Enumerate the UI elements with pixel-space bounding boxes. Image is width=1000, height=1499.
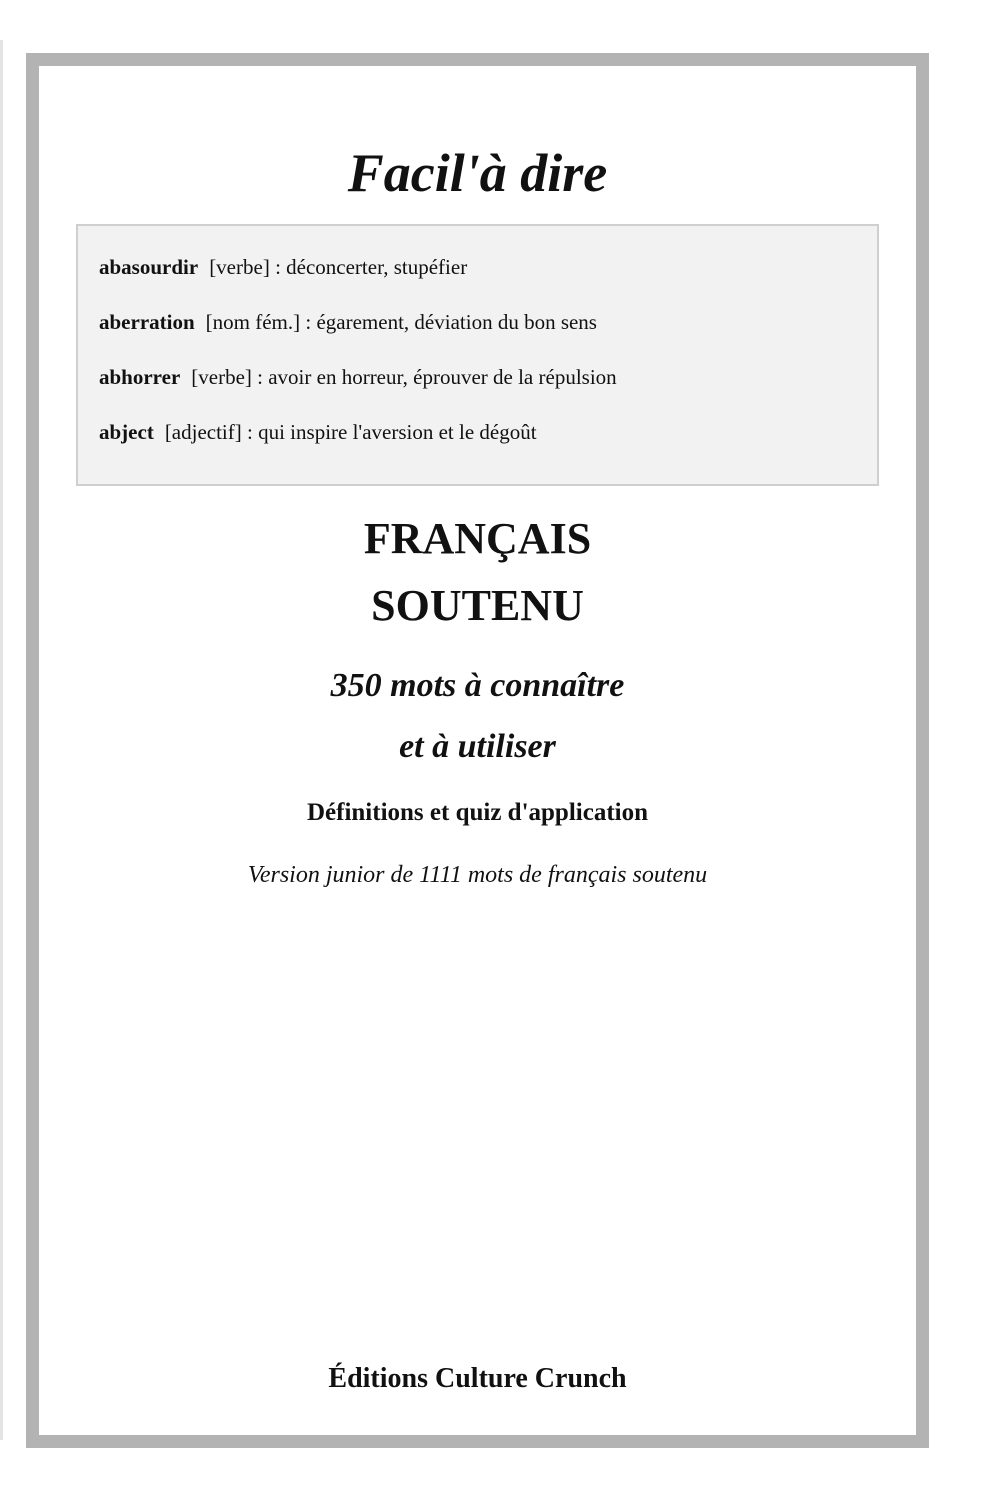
word-category: [adjectif] — [164, 420, 242, 444]
word-entry — [99, 312, 597, 333]
version-note: Version junior de 1111 mots de français soutenu — [247, 862, 708, 888]
word-examples-box — [76, 224, 879, 486]
word-category: [verbe] — [209, 255, 270, 279]
word-term: aberration — [99, 310, 195, 334]
word-term: abhorrer — [99, 365, 181, 389]
tagline: Définitions et quiz d'application — [306, 799, 648, 826]
word-definition: : égarement, déviation du bon sens — [305, 310, 597, 334]
series-title: Facil'à dire — [347, 143, 608, 203]
subtitle-line-1: 350 mots à connaître — [330, 667, 625, 704]
subtitle-line-2: et à utiliser — [399, 728, 556, 765]
word-category: [verbe] — [191, 365, 252, 389]
word-definition: : déconcerter, stupéfier — [275, 255, 468, 279]
word-definition: : avoir en horreur, éprouver de la répulsion — [257, 365, 617, 389]
book-cover — [26, 53, 929, 1448]
word-term: abject — [99, 420, 154, 444]
word-entry — [99, 422, 537, 443]
word-entry — [99, 257, 467, 278]
word-entry — [99, 367, 617, 388]
word-definition: : qui inspire l'aversion et le dégoût — [247, 420, 537, 444]
book-title-line-1: FRANÇAIS — [363, 514, 592, 563]
book-title-line-2: SOUTENU — [371, 581, 584, 630]
page-edge — [0, 40, 3, 1440]
word-term: abasourdir — [99, 255, 199, 279]
word-category: [nom fém.] — [205, 310, 301, 334]
publisher-name: Éditions Culture Crunch — [328, 1363, 627, 1394]
